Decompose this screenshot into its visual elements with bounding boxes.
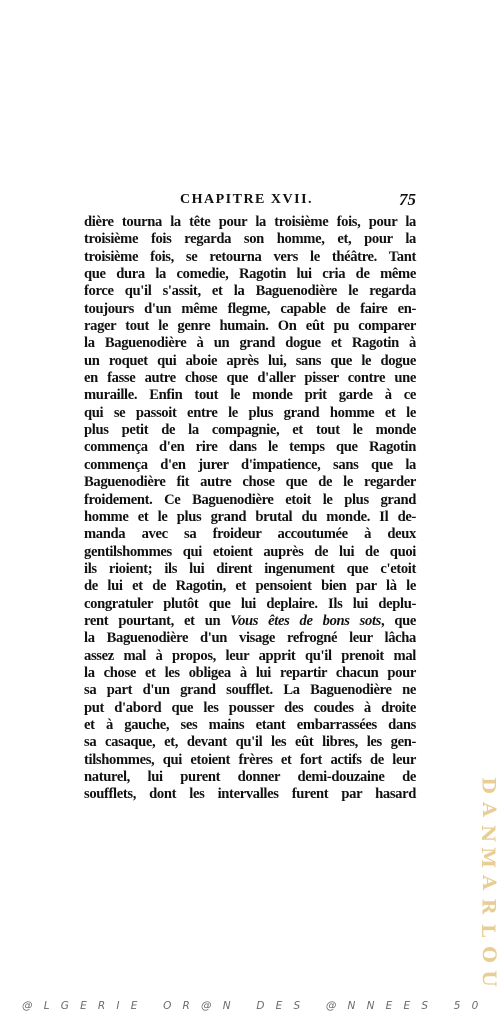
text-line: commença d'en rire dans le temps que Ragotin — [84, 439, 416, 456]
watermark-letter: D — [477, 777, 500, 794]
text-line: et à gauche, ses mains etant embarrassées dans — [84, 716, 416, 733]
text-line: congratuler plutôt que lui deplaire. Ils lui deplu- — [84, 595, 416, 612]
text-line: toujours d'un même flegme, capable de faire en- — [84, 300, 416, 317]
text-line: en fasse autre chose que d'aller pisser contre une — [84, 370, 416, 387]
text-line: que dura la comedie, Ragotin lui cria de même — [84, 266, 416, 283]
text-line: rent pourtant, et un Vous êtes de bons sots, que — [84, 612, 416, 629]
text-line: troisième fois, se retourna vers le théâtre. Tant — [84, 248, 416, 265]
watermark — [477, 776, 499, 988]
text-line: froidement. Ce Baguenodière etoit le plus grand — [84, 491, 416, 508]
running-head — [84, 190, 416, 212]
text-line: qui se passoit entre le plus grand homme et le — [84, 404, 416, 421]
text-line: muraille. Enfin tout le monde prit garde à ce — [84, 387, 416, 404]
text-line: de lui et de Ragotin, et pensoient bien par là le — [84, 578, 416, 595]
footer-caption: @LGERIE OR@N DES @NNEES 50 — [22, 1000, 490, 1012]
text-line: Baguenodière fit autre chose que de le regarder — [84, 474, 416, 491]
text-line: la Baguenodière d'un visage refrogné leur lâcha — [84, 630, 416, 647]
text-line: soufflets, dont les intervalles furent par hasard — [84, 786, 416, 803]
watermark-letter: A — [477, 802, 500, 817]
watermark-letter: N — [477, 825, 500, 843]
body-text — [84, 214, 416, 804]
text-line: rager tout le genre humain. On eût pu comparer — [84, 318, 416, 335]
watermark-letter: O — [477, 946, 500, 963]
text-line: force qu'il s'assit, et la Baguenodière le regarda — [84, 283, 416, 300]
watermark-letter: R — [477, 898, 500, 915]
text-line: dière tourna la tête pour la troisième fois, pour la — [84, 214, 416, 230]
text-line: sa casaque, et, devant qu'il les eût libres, les gen- — [84, 734, 416, 751]
text-line: naturel, lui purent donner demi-douzaine de — [84, 769, 416, 785]
chapter-title: CHAPITRE XVII. — [180, 192, 314, 207]
watermark-letter: U — [477, 970, 500, 987]
text-line: sa part d'un grand soufflet. La Baguenodière ne — [84, 682, 416, 699]
text-line: tilshommes, qui etoient frères et fort actifs de leur — [84, 751, 416, 768]
text-line: put d'abord que les pousser des coudes à droite — [84, 699, 416, 716]
watermark-letter: M — [477, 847, 500, 869]
text-line: troisième fois regarda son homme, et, pour la — [84, 231, 416, 248]
text-line: un roquet qui aboie après lui, sans que le dogue — [84, 352, 416, 369]
text-line: commença d'en jurer d'impatience, sans que la — [84, 456, 416, 473]
text-line: plus petit de la compagnie, et tout le monde — [84, 422, 416, 439]
text-line: manda avec sa froideur accoutumée à deux — [84, 526, 416, 543]
text-line: la chose et les obligea à lui repartir chacun pour — [84, 664, 416, 681]
italic-phrase: Vous êtes de bons sots — [230, 612, 381, 629]
watermark-letter: L — [477, 923, 500, 937]
text-line: homme et le plus grand brutal du monde. Il de- — [84, 508, 416, 525]
text-line: ils rioient; ils lui dirent ingenument que c'etoit — [84, 560, 416, 577]
text-line: assez mal à propos, leur apprit qu'il prenoit mal — [84, 647, 416, 664]
text-line: la Baguenodière à un grand dogue et Ragotin à — [84, 335, 416, 352]
page-number: 75 — [399, 190, 416, 209]
watermark-letter: A — [477, 874, 500, 890]
text-line: gentilshommes qui etoient auprès de lui de quoi — [84, 543, 416, 560]
